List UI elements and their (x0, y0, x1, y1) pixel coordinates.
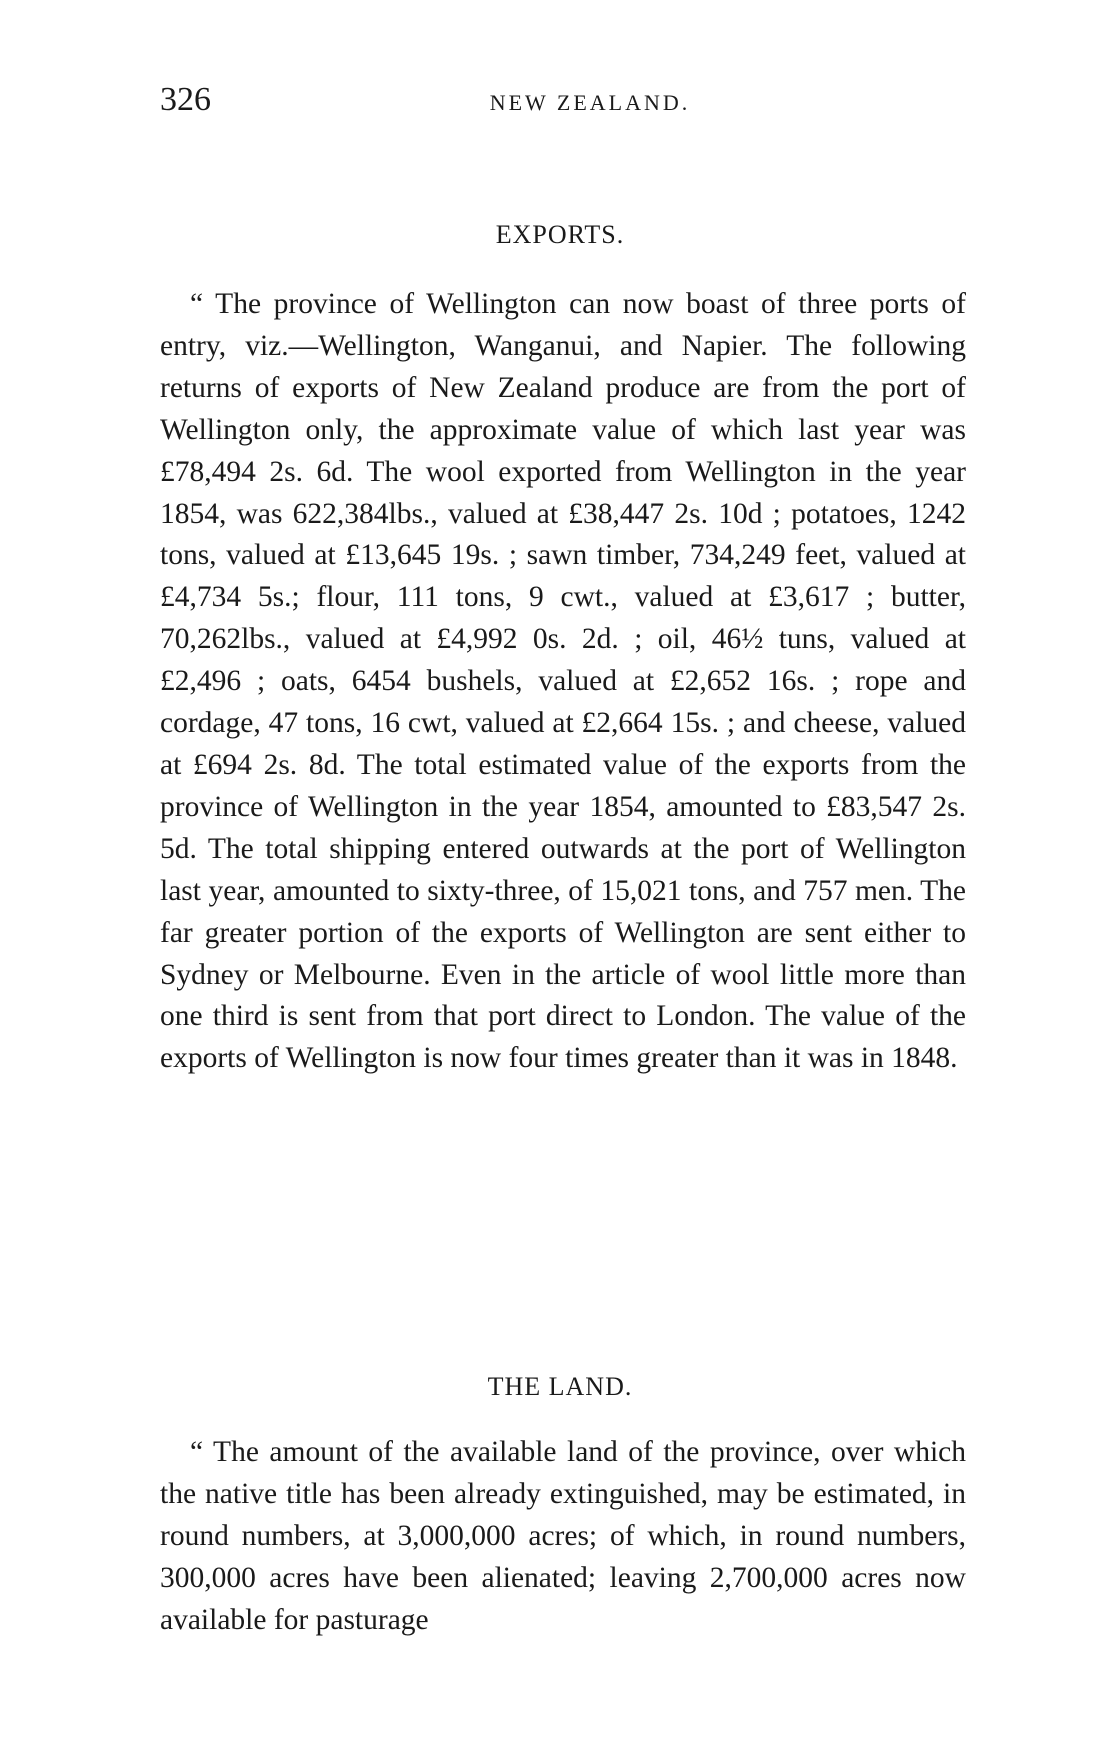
running-head (160, 80, 960, 130)
section-heading-the-land: THE LAND. (487, 1372, 633, 1401)
page-number: 326 (160, 81, 211, 118)
running-title: NEW ZEALAND. (489, 90, 691, 115)
paragraph-exports: “ The province of Wellington can now boast of three ports of entry, viz.—Wellington, Wanganui, and Napier. The following returns of exports of New Zealand produce are from the port of Wellington only, the approximate value of which last year was £78,494 2s. 6d. The wool exported from Wellington in the year 1854, was 622,384lbs., valued at £38,447 2s. 10d ; potatoes, 1242 tons, valued at £13,645 19s. ; sawn timber, 734,249 feet, valued at £4,734 5s.; flour, 111 tons, 9 cwt., valued at £3,617 ; butter, 70,262lbs., valued at £4,992 0s. 2d. ; oil, 46½ tuns, valued at £2,496 ; oats, 6454 bushels, valued at £2,652 16s. ; rope and cordage, 47 tons, 16 cwt, valued at £2,664 15s. ; and cheese, valued at £694 2s. 8d. The total estimated value of the exports from the province of Wellington in the year 1854, amounted to £83,547 2s. 5d. The total shipping entered outwards at the port of Wellington last year, amounted to sixty-three, of 15,021 tons, and 757 men. The far greater portion of the exports of Wellington are sent either to Sydney or Melbourne. Even in the article of wool little more than one third is sent from that port direct to London. The value of the exports of Wellington is now four times greater than it was in 1848. (160, 288, 966, 1075)
section-heading-exports: EXPORTS. (495, 220, 625, 249)
paragraph-the-land: “ The amount of the available land of the province, over which the native title has been already extinguished, may be estimated, in round numbers, at 3,000,000 acres; of which, in round numbers, 300,000 acres have been alienated; leaving 2,700,000 acres now available for pasturage (160, 1436, 966, 1636)
